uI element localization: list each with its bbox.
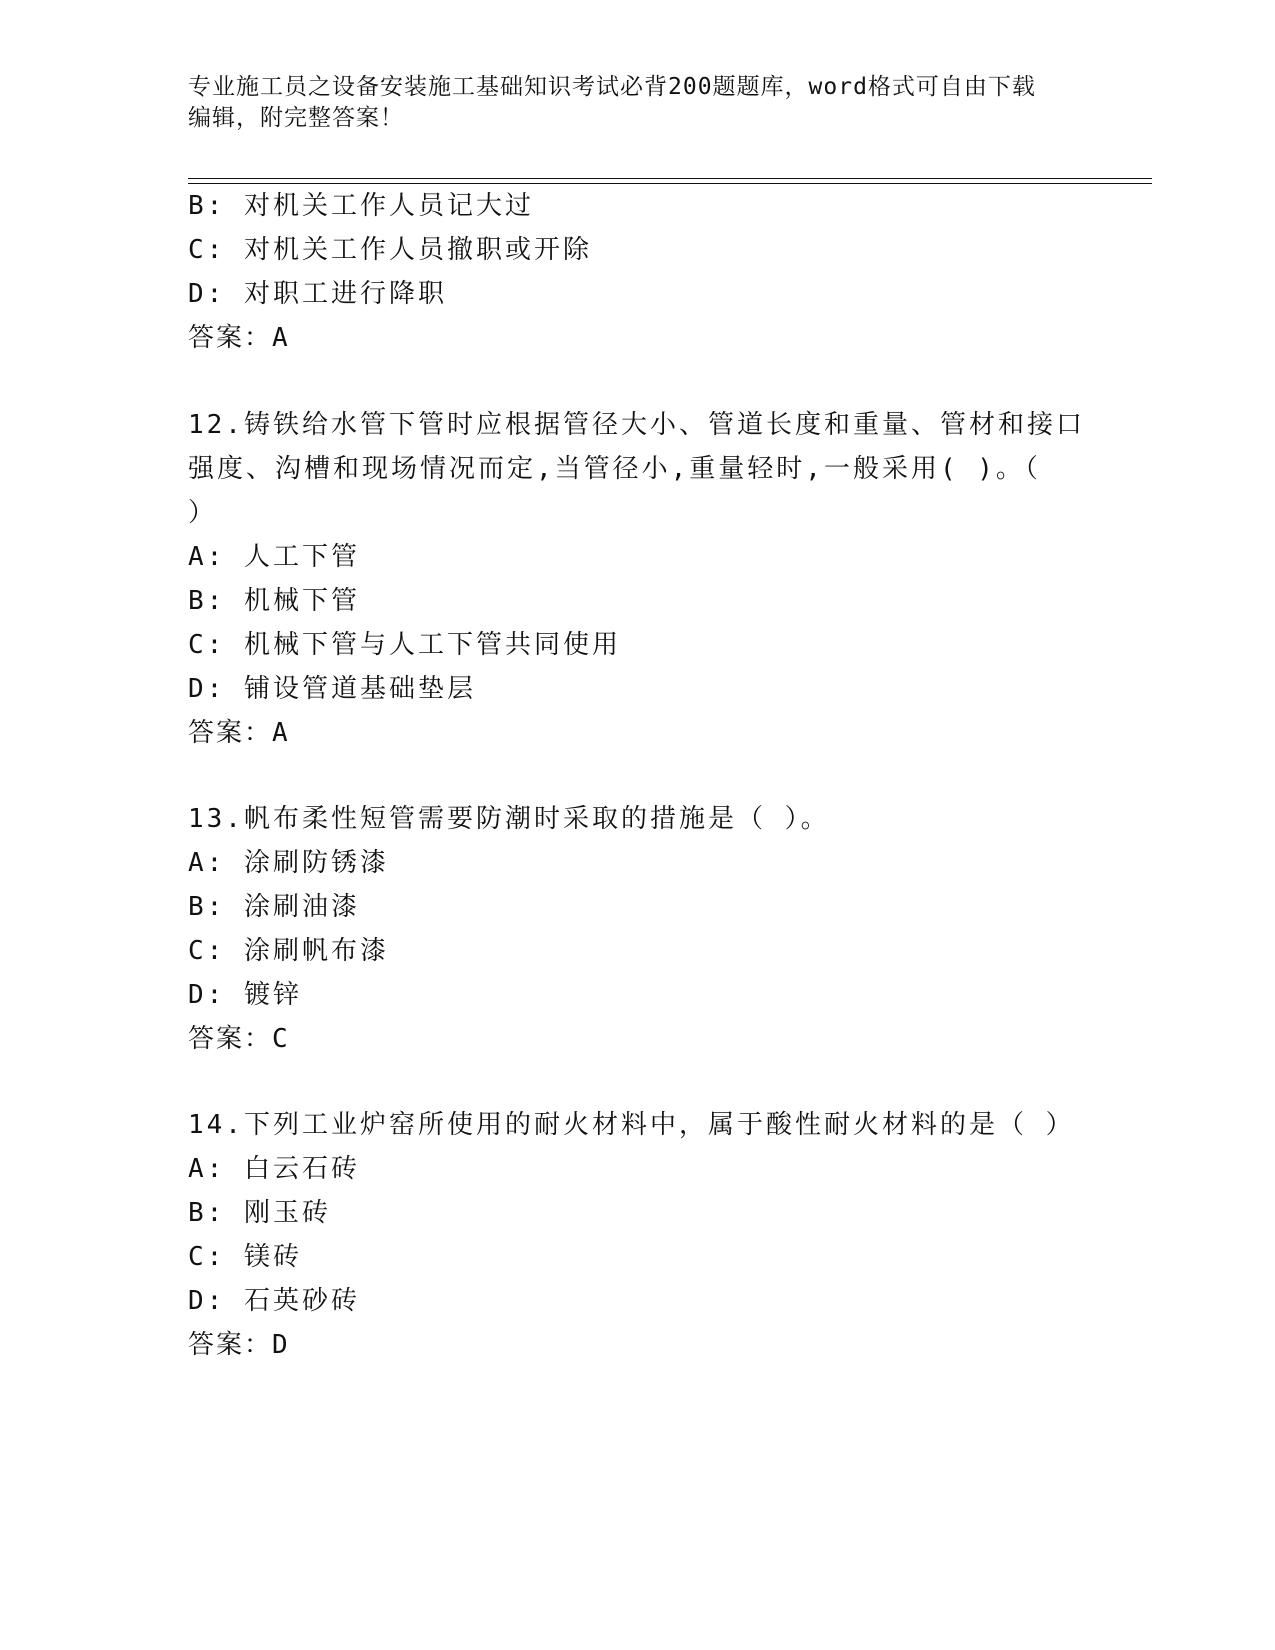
q14-answer: 答案：D: [188, 1330, 290, 1360]
q13-answer: 答案：C: [188, 1024, 290, 1054]
q14-option-c: C: 镁砖: [188, 1242, 302, 1272]
q14-option-b: B: 刚玉砖: [188, 1198, 331, 1228]
q12-option-d: D: 铺设管道基础垫层: [188, 674, 476, 704]
prev-option-c: C: 对机关工作人员撤职或开除: [188, 235, 592, 265]
q13-option-a: A: 涂刷防锈漆: [188, 848, 389, 878]
document-header: [188, 72, 1068, 134]
q12-option-b: B: 机械下管: [188, 586, 360, 616]
header-line-2: 编辑，附完整答案！: [188, 105, 404, 131]
q13-stem-line-1: 13.帆布柔性短管需要防潮时采取的措施是（ ）。: [188, 804, 830, 834]
header-line-1: 专业施工员之设备安装施工基础知识考试必背200题题库，word格式可自由下载: [188, 74, 1036, 100]
header-divider-top: [188, 178, 1152, 179]
prev-answer: 答案：A: [188, 323, 290, 353]
q12-stem-line-3: ）: [188, 498, 218, 528]
q12-stem-line-1: 12.铸铁给水管下管时应根据管径大小、管道长度和重量、管材和接口: [188, 410, 1085, 440]
q12-option-c: C: 机械下管与人工下管共同使用: [188, 630, 621, 660]
q14-option-a: A: 白云石砖: [188, 1154, 360, 1184]
q13-option-d: D: 镀锌: [188, 980, 302, 1010]
header-divider-bottom: [188, 183, 1152, 184]
q12-option-a: A: 人工下管: [188, 542, 360, 572]
q12-answer: 答案：A: [188, 718, 290, 748]
prev-option-d: D: 对职工进行降职: [188, 279, 447, 309]
q13-option-c: C: 涂刷帆布漆: [188, 936, 389, 966]
q13-option-b: B: 涂刷油漆: [188, 892, 360, 922]
prev-option-b: B: 对机关工作人员记大过: [188, 191, 534, 221]
q12-stem-line-2: 强度、沟槽和现场情况而定,当管径小,重量轻时,一般采用( )。（: [188, 454, 1041, 484]
q14-stem-line-1: 14.下列工业炉窑所使用的耐火材料中，属于酸性耐火材料的是（ ）: [188, 1110, 1075, 1140]
q14-option-d: D: 石英砂砖: [188, 1286, 360, 1316]
